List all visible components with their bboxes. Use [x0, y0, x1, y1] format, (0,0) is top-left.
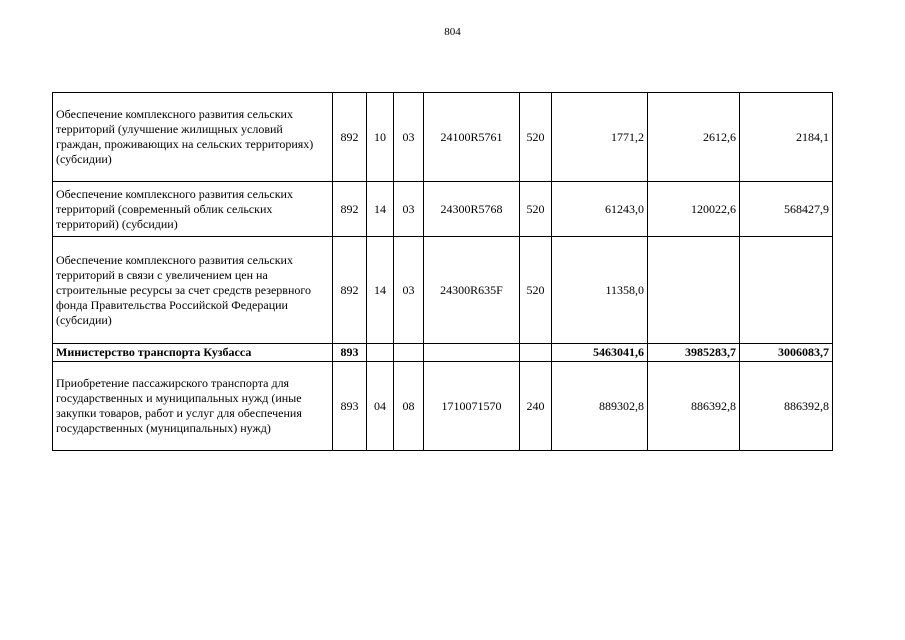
amount-year-1: 61243,0 [552, 182, 648, 237]
amount-year-3: 2184,1 [740, 93, 833, 182]
section-code: 10 [367, 93, 394, 182]
amount-year-3: 568427,9 [740, 182, 833, 237]
amount-year-2: 2612,6 [648, 93, 740, 182]
subsection-code [394, 344, 424, 362]
table-row [53, 93, 833, 182]
amount-year-2 [648, 237, 740, 344]
amount-year-2: 886392,8 [648, 362, 740, 451]
amount-year-3 [740, 237, 833, 344]
amount-year-1: 5463041,6 [552, 344, 648, 362]
row-name: Обеспечение комплексного развития сельских территорий (улучшение жилищных условий граждан, проживающих на сельских территориях) (субсидии) [53, 93, 333, 182]
expense-type: 520 [520, 93, 552, 182]
target-article [424, 344, 520, 362]
target-article: 24300R635F [424, 237, 520, 344]
table-row-ministry-total [53, 344, 833, 362]
subsection-code: 08 [394, 362, 424, 451]
row-name: Министерство транспорта Кузбасса [53, 344, 333, 362]
subsection-code: 03 [394, 237, 424, 344]
table-row [53, 182, 833, 237]
amount-year-1: 11358,0 [552, 237, 648, 344]
table-row [53, 362, 833, 451]
section-code: 14 [367, 182, 394, 237]
expense-type [520, 344, 552, 362]
amount-year-2: 3985283,7 [648, 344, 740, 362]
amount-year-2: 120022,6 [648, 182, 740, 237]
target-article: 1710071570 [424, 362, 520, 451]
ministry-code: 893 [333, 344, 367, 362]
row-name: Приобретение пассажирского транспорта для государственных и муниципальных нужд (иные закупки товаров, работ и услуг для обеспечения государственных (муниципальных) нужд) [53, 362, 333, 451]
subsection-code: 03 [394, 93, 424, 182]
ministry-code: 892 [333, 93, 367, 182]
expense-type: 240 [520, 362, 552, 451]
ministry-code: 892 [333, 237, 367, 344]
section-code: 14 [367, 237, 394, 344]
page-number: 804 [444, 26, 461, 38]
amount-year-1: 889302,8 [552, 362, 648, 451]
section-code: 04 [367, 362, 394, 451]
expense-type: 520 [520, 237, 552, 344]
amount-year-3: 3006083,7 [740, 344, 833, 362]
ministry-code: 893 [333, 362, 367, 451]
amount-year-1: 1771,2 [552, 93, 648, 182]
row-name: Обеспечение комплексного развития сельских территорий в связи с увеличением цен на строительные ресурсы за счет средств резервного фонда Правительства Российской Федерации (субсидии) [53, 237, 333, 344]
target-article: 24300R5768 [424, 182, 520, 237]
budget-table [52, 92, 833, 451]
subsection-code: 03 [394, 182, 424, 237]
ministry-code: 892 [333, 182, 367, 237]
target-article: 24100R5761 [424, 93, 520, 182]
section-code [367, 344, 394, 362]
amount-year-3: 886392,8 [740, 362, 833, 451]
table-row [53, 237, 833, 344]
expense-type: 520 [520, 182, 552, 237]
row-name: Обеспечение комплексного развития сельских территорий (современный облик сельских территорий) (субсидии) [53, 182, 333, 237]
